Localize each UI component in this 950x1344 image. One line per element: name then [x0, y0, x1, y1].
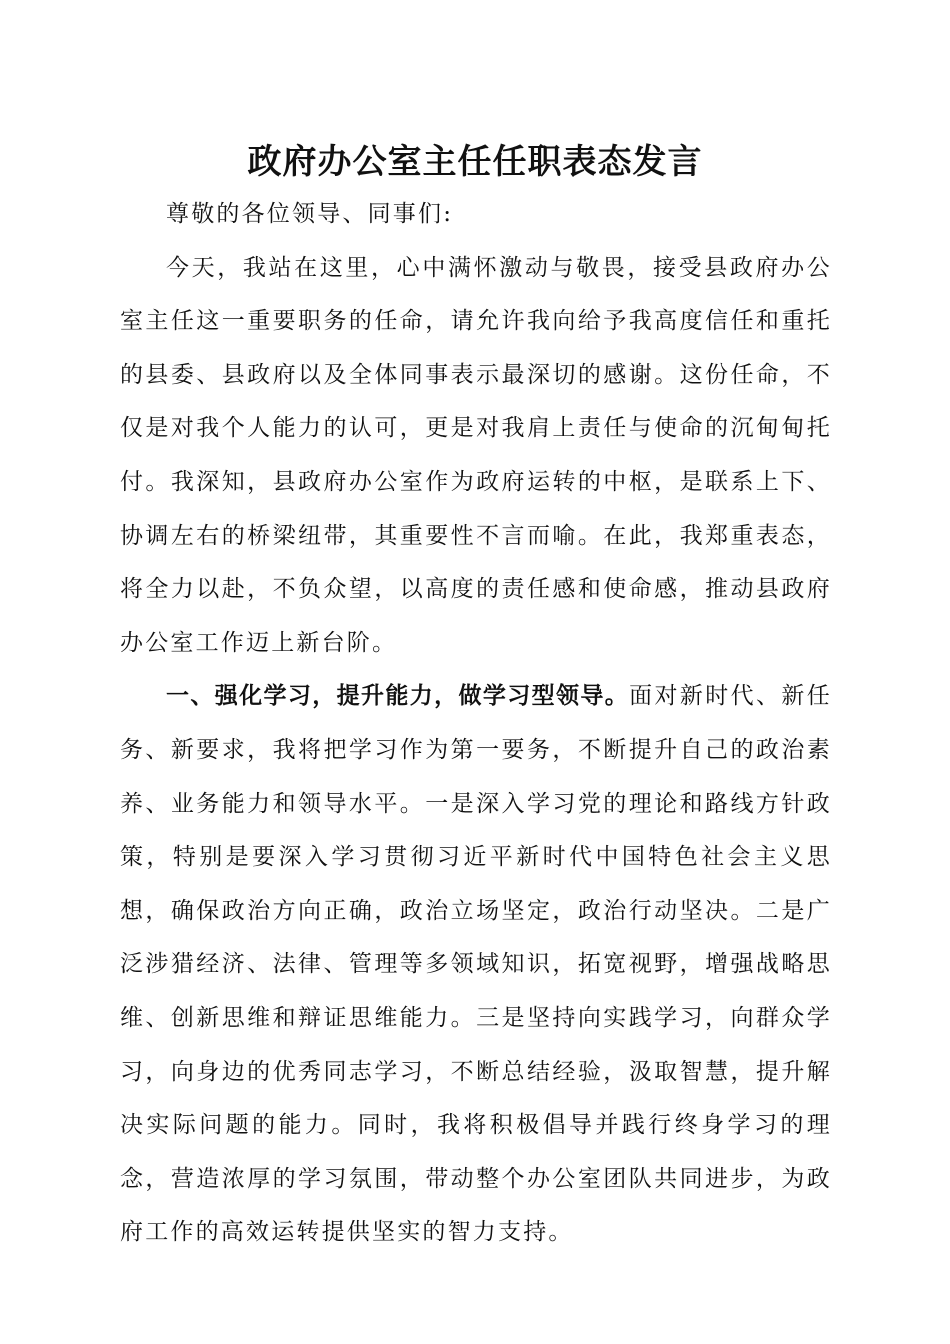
paragraph-section-1: [120, 670, 832, 1260]
paragraph-text: 面对新时代、新任务、新要求，我将把学习作为第一要务，不断提升自己的政治素养、业务能力和领导水平。一是深入学习党的理论和路线方针政策，特别是要深入学习贯彻习近平新时代中国特色社会主义思想，确保政治方向正确，政治立场坚定，政治行动坚决。二是广泛涉猎经济、法律、管理等多领域知识，拓宽视野，增强战略思维、创新思维和辩证思维能力。三是坚持向实践学习，向群众学习，向身边的优秀同志学习，不断总结经验，汲取智慧，提升解决实际问题的能力。同时，我将积极倡导并践行终身学习的理念，营造浓厚的学习氛围，带动整个办公室团队共同进步，为政府工作的高效运转提供坚实的智力支持。: [120, 683, 832, 1246]
section-heading: 一、强化学习，提升能力，做学习型领导。: [166, 683, 630, 710]
salutation: 尊敬的各位领导、同事们:: [166, 201, 454, 227]
paragraph-text: 今天，我站在这里，心中满怀激动与敬畏，接受县政府办公室主任这一重要职务的任命，请允许我向给予我高度信任和重托的县委、县政府以及全体同事表示最深切的感谢。这份任命，不仅是对我个人能力的认可，更是对我肩上责任与使命的沉甸甸托付。我深知，县政府办公室作为政府运转的中枢，是联系上下、协调左右的桥梁纽带，其重要性不言而喻。在此，我郑重表态，将全力以赴，不负众望，以高度的责任感和使命感，推动县政府办公室工作迈上新台阶。: [120, 254, 832, 656]
document-body: [120, 188, 832, 1260]
paragraph-intro: [120, 242, 832, 671]
document-title: 政府办公室主任任职表态发言: [247, 142, 703, 182]
